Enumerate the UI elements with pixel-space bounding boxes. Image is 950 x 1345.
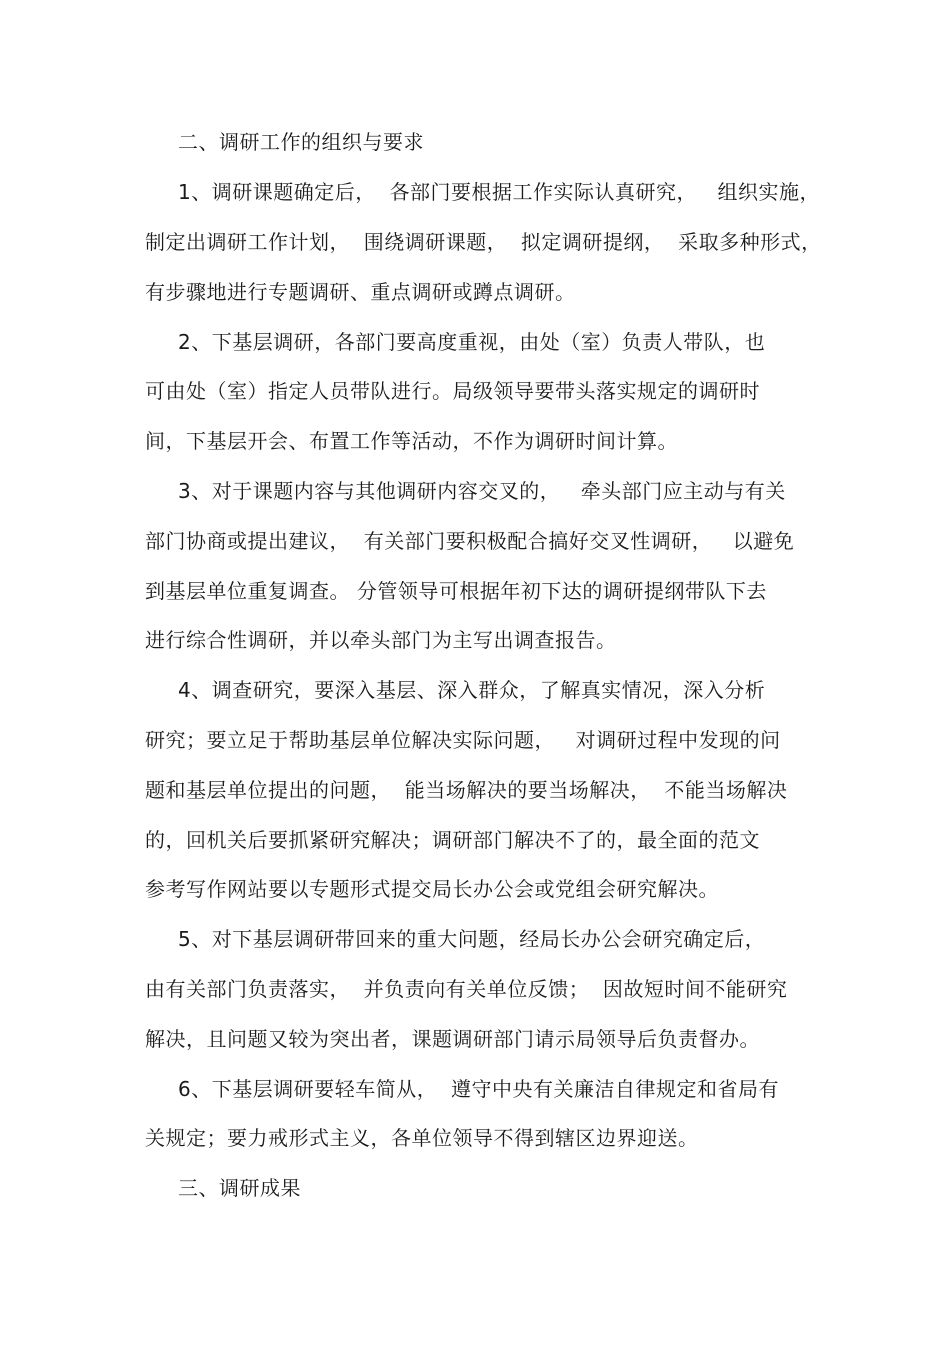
paragraph-2-line-3: 间，下基层开会、布置工作等活动，不作为调研时间计算。 xyxy=(145,429,678,453)
section-heading-2: 二、调研工作的组织与要求 xyxy=(178,130,424,154)
paragraph-1-line-2: 制定出调研工作计划， 围绕调研课题， 拟定调研提纲， 采取多种形式， xyxy=(145,230,822,254)
paragraph-4-line-3: 题和基层单位提出的问题， 能当场解决的要当场解决， 不能当场解决 xyxy=(145,778,788,802)
paragraph-4-line-4: 的，回机关后要抓紧研究解决；调研部门解决不了的，最全面的范文 xyxy=(145,828,760,852)
paragraph-3-line-1: 3、对于课题内容与其他调研内容交叉的， 牵头部门应主动与有关 xyxy=(178,479,786,503)
paragraph-5-line-3: 解决，且问题又较为突出者，课题调研部门请示局领导后负责督办。 xyxy=(145,1027,760,1051)
paragraph-6-line-2: 关规定；要力戒形式主义，各单位领导不得到辖区边界迎送。 xyxy=(145,1126,699,1150)
section-heading-3: 三、调研成果 xyxy=(178,1176,301,1200)
paragraph-4-line-5: 参考写作网站要以专题形式提交局长办公会或党组会研究解决。 xyxy=(145,877,719,901)
paragraph-5-line-1: 5、对下基层调研带回来的重大问题，经局长办公会研究确定后， xyxy=(178,927,766,951)
paragraph-2-line-2: 可由处（室）指定人员带队进行。局级领导要带头落实规定的调研时 xyxy=(145,379,760,403)
paragraph-3-line-3: 到基层单位重复调查。 分管领导可根据年初下达的调研提纲带队下去 xyxy=(145,579,767,603)
paragraph-4-line-2: 研究；要立足于帮助基层单位解决实际问题， 对调研过程中发现的问 xyxy=(145,728,781,752)
paragraph-1-line-1: 1、调研课题确定后， 各部门要根据工作实际认真研究， 组织实施， xyxy=(178,180,821,204)
paragraph-5-line-2: 由有关部门负责落实， 并负责向有关单位反馈； 因故短时间不能研究 xyxy=(145,977,788,1001)
paragraph-2-line-1: 2、下基层调研，各部门要高度重视，由处（室）负责人带队，也 xyxy=(178,330,766,354)
paragraph-3-line-4: 进行综合性调研，并以牵头部门为主写出调查报告。 xyxy=(145,628,617,652)
paragraph-6-line-1: 6、下基层调研要轻车简从， 遵守中央有关廉洁自律规定和省局有 xyxy=(178,1077,779,1101)
paragraph-3-line-2: 部门协商或提出建议， 有关部门要积极配合搞好交叉性调研， 以避免 xyxy=(145,529,795,553)
paragraph-1-line-3: 有步骤地进行专题调研、重点调研或蹲点调研。 xyxy=(145,280,576,304)
paragraph-4-line-1: 4、调查研究，要深入基层、深入群众，了解真实情况，深入分析 xyxy=(178,678,766,702)
